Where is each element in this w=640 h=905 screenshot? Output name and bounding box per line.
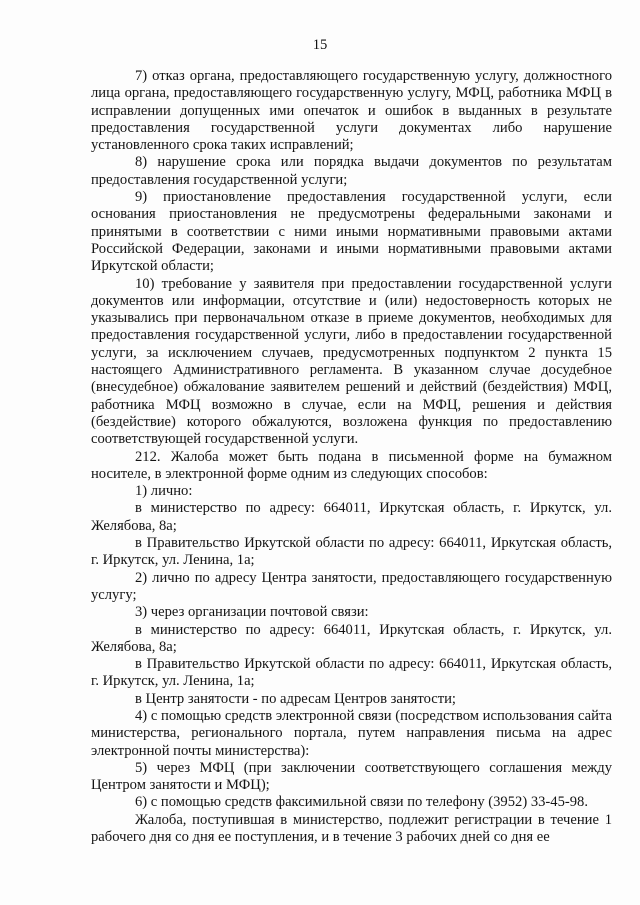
paragraph: в Правительство Иркутской области по адресу: 664011, Иркутская область, г. Иркутск, ул. Ленина, 1а; xyxy=(91,656,612,690)
paragraph: 212. Жалоба может быть подана в письменной форме на бумажном носителе, в электронной форме одним из следующих способов: xyxy=(91,448,612,482)
paragraph: 5) через МФЦ (при заключении соответствующего соглашения между Центром занятости и МФЦ); xyxy=(91,759,612,794)
paragraph: в Центр занятости - по адресам Центров занятости; xyxy=(135,690,456,707)
paragraph: 8) нарушение срока или порядка выдачи документов по результатам предоставления государственной услуги; xyxy=(91,154,612,188)
paragraph: 4) с помощью средств электронной связи (посредством использования сайта министерства, регионального портала, путем направления письма на адрес электронной почты министерства): xyxy=(91,707,612,759)
paragraph: в министерство по адресу: 664011, Иркутская область, г. Иркутск, ул. Желябова, 8а; xyxy=(91,621,612,655)
paragraph: 7) отказ органа, предоставляющего государственную услугу, должностного лица органа, предоставляющего государственную услугу, МФЦ, работника МФЦ в исправлении допущенных ими опечаток и ошибок в выданных в результате предоставления государственной услуги документах либо нарушение установленного срока таких исправлений; xyxy=(91,68,612,154)
paragraph: 9) приостановление предоставления государственной услуги, если основания приостановления не предусмотрены федеральными законами и принятыми в соответствии с ними иными нормативными правовыми актами Российской Федерации, законами и иными нормативными правовыми актами Иркутской области; xyxy=(91,189,612,275)
paragraph: 10) требование у заявителя при предоставлении государственной услуги документов или информации, отсутствие и (или) недостоверность которых не указывались при первоначальном отказе в приеме документов, необходимых для предоставления государственной услуги, либо в предоставлении государственной услуги, за исключением случаев, предусмотренных подпунктом 2 пункта 15 настоящего Административного регламента. В указанном случае досудебное (внесудебное) обжалование заявителем решений и действий (бездействия) МФЦ, работника МФЦ возможно в случае, если на МФЦ, решения и действия (бездействие) которого обжалуются, возложена функция по предоставлению соответствующей государственной услуги. xyxy=(91,275,612,448)
paragraph: в Правительство Иркутской области по адресу: 664011, Иркутская область, г. Иркутск, ул. Ленина, 1а; xyxy=(91,535,612,569)
paragraph: Жалоба, поступившая в министерство, подлежит регистрации в течение 1 рабочего дня со дня ее поступления, и в течение 3 рабочих дней со дня ее xyxy=(91,811,612,846)
page-number: 15 xyxy=(312,37,328,53)
paragraph: 6) с помощью средств факсимильной связи по телефону (3952) 33-45-98. xyxy=(135,794,588,811)
document-body xyxy=(91,68,612,846)
paragraph: 3) через организации почтовой связи: xyxy=(135,604,369,621)
paragraph: в министерство по адресу: 664011, Иркутская область, г. Иркутск, ул. Желябова, 8а; xyxy=(91,500,612,534)
paragraph: 1) лично: xyxy=(135,483,193,500)
paragraph: 2) лично по адресу Центра занятости, предоставляющего государственную услугу; xyxy=(91,569,612,603)
